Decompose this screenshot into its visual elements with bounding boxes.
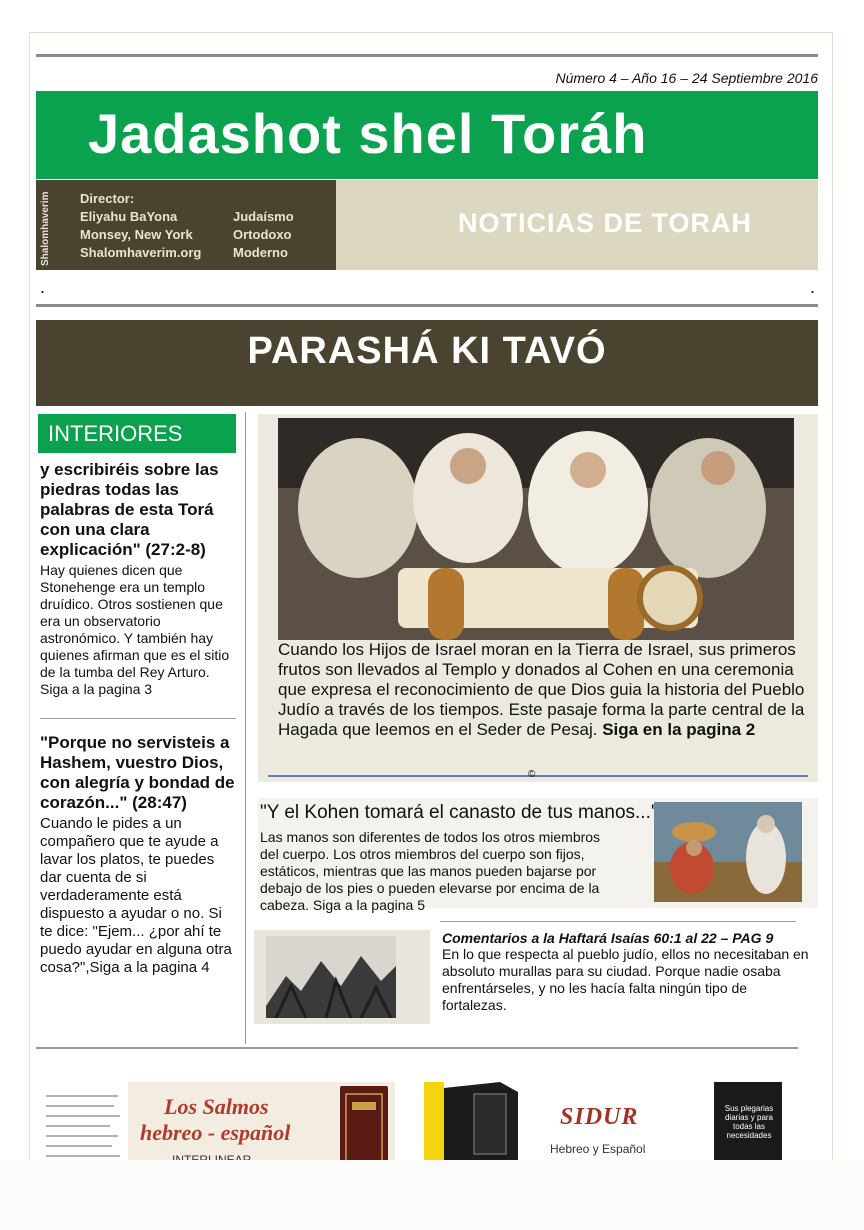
sidebar-article-2 [40, 733, 236, 977]
sidebar-divider [40, 718, 236, 719]
article-body: Cuando le pides a un compañero que te ayude a lavar los platos, te puedes dar cuenta de si verdaderamente está dispuesto a ayudar o no. Si te dice: "Ejem... ¿por ahí te puedo ayudar en alguna otra cosa?",Siga a la pagina 4 [40, 815, 232, 976]
parasha-title: PARASHÁ KI TAVÓ [247, 330, 607, 372]
interiores-heading: INTERIORES [38, 414, 236, 453]
movement-1: Judaísmo [233, 209, 294, 224]
haftara-body: En lo que respecta al pueblo judío, ellos no necesitaban en absoluto murallas para su ciudad. Porque nadie osaba enfrentárseles, y no les hacía falta ningún tipo de fortalezas. [442, 946, 809, 1013]
info-bar [36, 180, 336, 270]
feature-body: Cuando los Hijos de Israel moran en la Tierra de Israel, sus primeros frutos son llevados al Templo y donados al Cohen en una ceremonia que expresa el reconocimiento de que Dios guia la historia del Pueblo Judío a través de los tiempos. Este pasaje forma la parte central de la Hagada que leemos en el Seder de Pesaj. [278, 640, 805, 739]
issue-line: Número 4 – Año 16 – 24 Septiembre 2016 [555, 70, 818, 86]
sidur-side-panel [714, 1082, 782, 1172]
movement-2: Ortodoxo [233, 227, 292, 242]
article-headline: y escribiréis sobre las piedras todas las palabras de esta Torá con una clara explicación" (27:2-8) [40, 460, 219, 559]
column-divider [245, 412, 246, 1044]
salmos-book-icon [340, 1086, 388, 1170]
salmos-ad[interactable] [38, 1082, 395, 1172]
sidebar-article-1 [40, 460, 236, 698]
salmos-subtitle: hebreo - español [140, 1120, 291, 1145]
director-block [80, 190, 201, 262]
masthead [36, 91, 818, 179]
offering-painting [654, 802, 802, 902]
kohen-title: "Y el Kohen tomará el canasto de tus manos...' [260, 802, 655, 823]
kohen-body: Las manos son diferentes de todos los otros miembros del cuerpo. Los otros miembros del cuerpo son fijos, estáticos, mientras que las manos pueden bajarse por debajo de los pies o pueden elevarse por encima de la cabeza. Siga a la pagina 5 [260, 829, 601, 913]
sidur-yellow-band [424, 1082, 444, 1172]
sidur-subtitle: Hebreo y Español [550, 1142, 646, 1156]
top-rule [36, 54, 818, 57]
bottom-fade [0, 1160, 864, 1230]
dot-left: . [40, 277, 46, 297]
copyright-mark: © [528, 769, 536, 780]
sidur-book-icon [444, 1082, 518, 1172]
sidur-side-text: Sus plegarias diarias y para todas las necesidades [724, 1104, 774, 1140]
director-city: Monsey, New York [80, 227, 193, 242]
parasha-banner [36, 320, 818, 406]
feature-article [258, 414, 818, 782]
article-headline: "Porque no servisteis a Hashem, vuestro Dios, con alegría y bondad de corazón..." (28:47) [40, 733, 235, 812]
vertical-label: Shalomhaverim [40, 191, 51, 266]
article-body: Hay quienes dicen que Stonehenge era un templo druídico. Otros sostienen que era un observatorio astronómico. Y también hay quienes afirman que es el sitio de la tumba del Rey Arturo. Siga a la pagina 3 [40, 562, 230, 697]
torah-reading-photo [278, 418, 794, 640]
director-name: Eliyahu BaYona [80, 209, 178, 224]
feature-rule [268, 775, 808, 777]
bottom-rule [36, 1047, 798, 1049]
feature-more-link[interactable]: Siga en la pagina 2 [602, 720, 756, 739]
news-label: NOTICIAS DE TORAH [458, 208, 753, 238]
feature-text [278, 640, 806, 740]
kohen-divider [440, 921, 796, 922]
haftara-title: Comentarios a la Haftará Isaías 60:1 al 22 – PAG 9 [442, 930, 774, 946]
salmos-page-image [38, 1082, 128, 1172]
dot-right: . [810, 277, 816, 297]
director-site: Shalomhaverim.org [80, 245, 202, 260]
mid-rule [36, 304, 818, 307]
newsletter-title: Jadashot shel Toráh [88, 102, 648, 165]
haftara-illustration-frame [254, 930, 430, 1024]
movement-block [233, 208, 294, 262]
kohen-article [258, 798, 818, 913]
sidur-ad[interactable] [424, 1082, 782, 1172]
sidur-title: SIDUR [560, 1104, 639, 1130]
movement-3: Moderno [233, 245, 288, 260]
news-label-box [336, 180, 818, 270]
director-label: Director: [80, 191, 135, 206]
salmos-title: Los Salmos [164, 1094, 269, 1119]
engraving-illustration [266, 936, 396, 1018]
